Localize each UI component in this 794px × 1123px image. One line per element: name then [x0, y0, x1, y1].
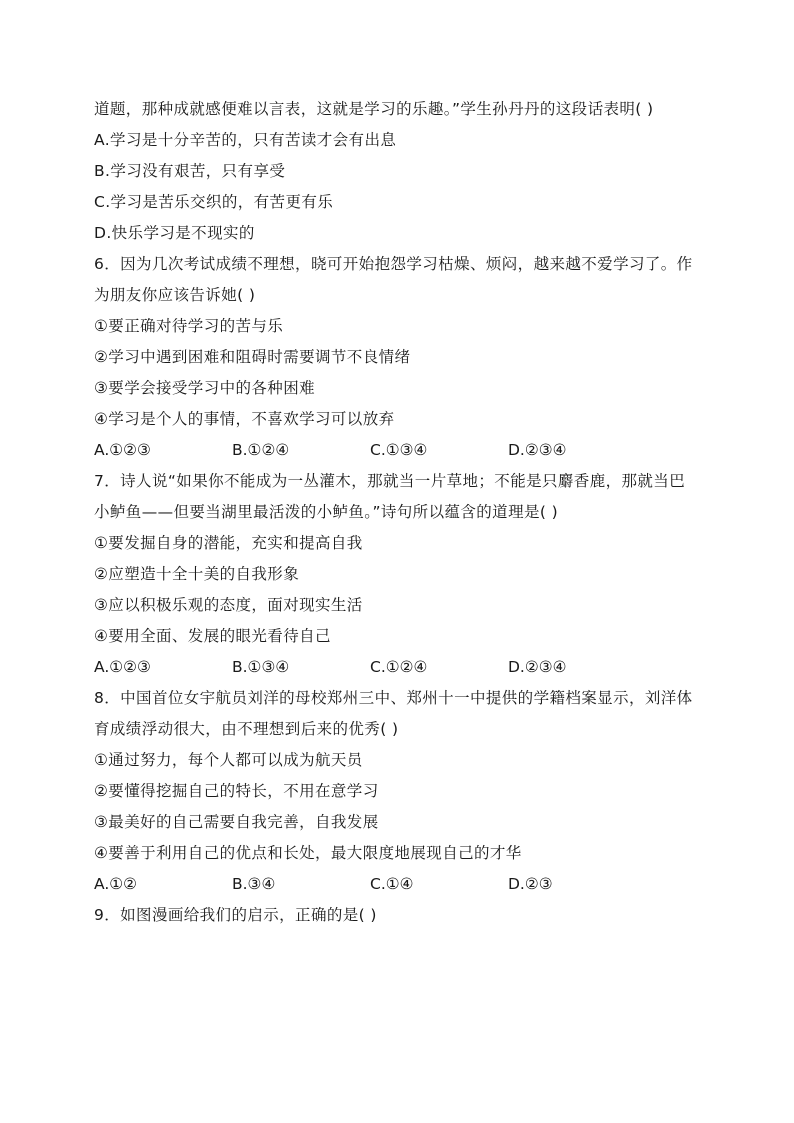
- q7-statement-2: ②应塑造十全十美的自我形象: [94, 565, 300, 583]
- q8-statement-1: ①通过努力，每个人都可以成为航天员: [94, 751, 363, 769]
- q6-choice-d: D.②③④: [508, 441, 567, 459]
- q8-statement-2: ②要懂得挖掘自己的特长，不用在意学习: [94, 782, 379, 800]
- q7-choice-a: A.①②③: [94, 658, 151, 676]
- q8-stem-line-2: 育成绩浮动很大，由不理想到后来的优秀( ): [94, 720, 399, 738]
- q6-stem-line-1: 6．因为几次考试成绩不理想，晓可开始抱怨学习枯燥、烦闷，越来越不爱学习了。作: [94, 255, 693, 273]
- q5-stem: 道题，那种成就感便难以言表，这就是学习的乐趣。”学生孙丹丹的这段话表明( ): [94, 100, 654, 118]
- question-list: [94, 94, 704, 931]
- q7-choice-c: C.①②④: [370, 658, 428, 676]
- q8-choice-b: B.③④: [232, 875, 276, 893]
- q7-statement-4: ④要用全面、发展的眼光看待自己: [94, 627, 331, 645]
- q6-choice-b: B.①②④: [232, 441, 290, 459]
- q7-choice-b: B.①③④: [232, 658, 290, 676]
- q7-choice-d: D.②③④: [508, 658, 567, 676]
- q6-choices: [94, 435, 704, 466]
- q7-choices: [94, 652, 704, 683]
- q7-stem-line-1: 7．诗人说“如果你不能成为一丛灌木，那就当一片草地；不能是只麝香鹿，那就当巴: [94, 472, 686, 490]
- q9-stem: 9．如图漫画给我们的启示，正确的是( ): [94, 906, 377, 924]
- q6-statement-2: ②学习中遇到困难和阻碍时需要调节不良情绪: [94, 348, 411, 366]
- q8-choices: [94, 869, 704, 900]
- q5-option-a: A.学习是十分辛苦的，只有苦读才会有出息: [94, 131, 397, 149]
- q8-choice-a: A.①②: [94, 875, 138, 893]
- q7-statement-1: ①要发掘自身的潜能，充实和提高自我: [94, 534, 363, 552]
- q8-choice-c: C.①④: [370, 875, 414, 893]
- q6-statement-4: ④学习是个人的事情，不喜欢学习可以放弃: [94, 410, 395, 428]
- q5-option-c: C.学习是苦乐交织的，有苦更有乐: [94, 193, 334, 211]
- q7-statement-3: ③应以积极乐观的态度，面对现实生活: [94, 596, 363, 614]
- q8-choice-d: D.②③: [508, 875, 553, 893]
- q8-statement-4: ④要善于利用自己的优点和长处，最大限度地展现自己的才华: [94, 844, 522, 862]
- q6-statement-1: ①要正确对待学习的苦与乐: [94, 317, 284, 335]
- q8-stem-line-1: 8．中国首位女宇航员刘洋的母校郑州三中、郑州十一中提供的学籍档案显示，刘洋体: [94, 689, 693, 707]
- q5-option-b: B.学习没有艰苦，只有享受: [94, 162, 286, 180]
- q8-statement-3: ③最美好的自己需要自我完善，自我发展: [94, 813, 379, 831]
- q6-stem-line-2: 为朋友你应该告诉她( ): [94, 286, 256, 304]
- q5-option-d: D.快乐学习是不现实的: [94, 224, 255, 242]
- q7-stem-line-2: 小鲈鱼——但要当湖里最活泼的小鲈鱼。”诗句所以蕴含的道理是( ): [94, 503, 559, 521]
- q6-choice-c: C.①③④: [370, 441, 428, 459]
- q6-statement-3: ③要学会接受学习中的各种困难: [94, 379, 315, 397]
- q6-choice-a: A.①②③: [94, 441, 151, 459]
